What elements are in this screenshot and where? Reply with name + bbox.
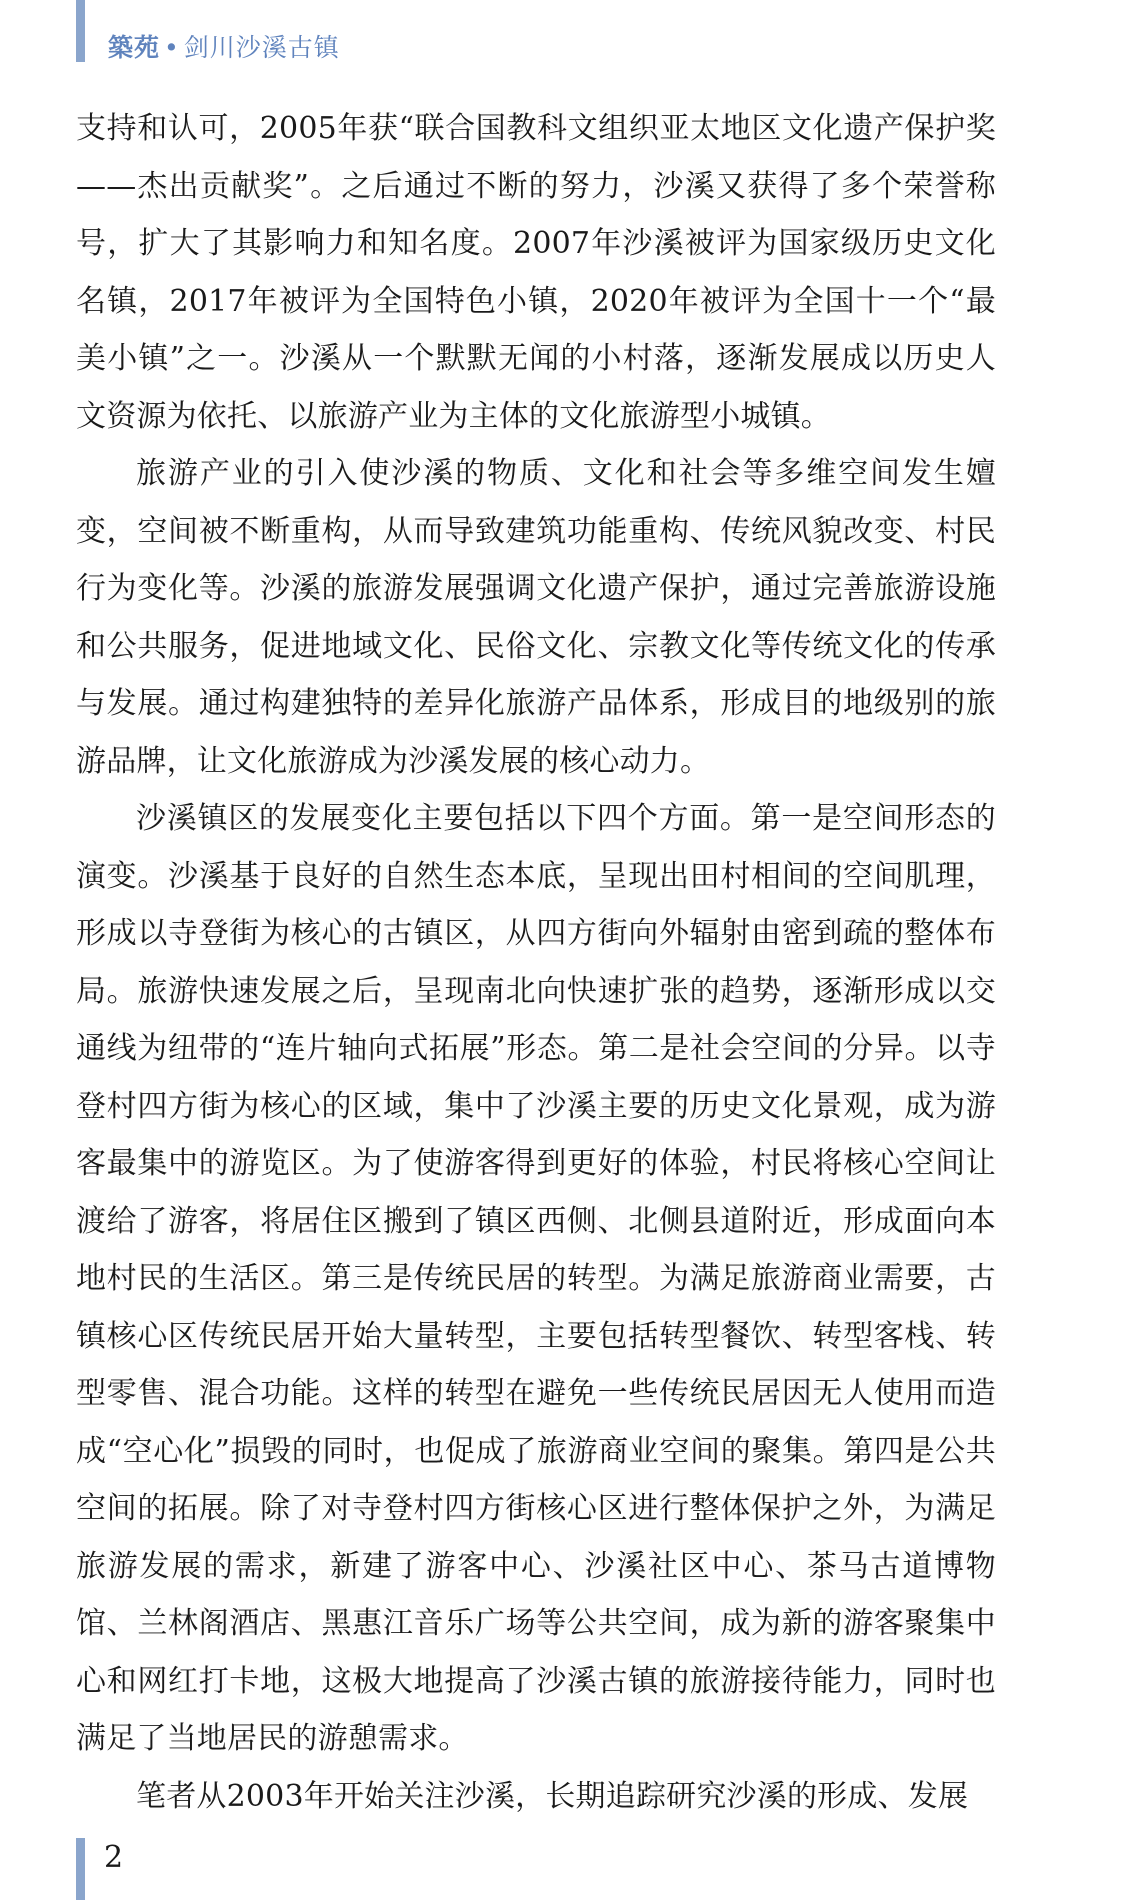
page-number: 2 bbox=[104, 1840, 124, 1875]
paragraph-2: 旅游产业的引入使沙溪的物质、文化和社会等多维空间发生嬗变，空间被不断重构，从而导致建筑功能重构、传统风貌改变、村民行为变化等。沙溪的旅游发展强调文化遗产保护，通过完善旅游设施和公共服务，促进地域文化、民俗文化、宗教文化等传统文化的传承与发展。通过构建独特的差异化旅游产品体系，形成目的地级别的旅游品牌，让文化旅游成为沙溪发展的核心动力。 bbox=[76, 456, 996, 779]
running-header bbox=[108, 28, 340, 64]
paragraph-4: 笔者从2003年开始关注沙溪，长期追踪研究沙溪的形成、发展 bbox=[136, 1778, 969, 1814]
book-subtitle: 剑川沙溪古镇 bbox=[183, 33, 340, 62]
series-brand: 築苑 bbox=[108, 33, 161, 62]
header-separator: • bbox=[164, 33, 180, 62]
body-text bbox=[76, 100, 996, 1825]
paragraph-3: 沙溪镇区的发展变化主要包括以下四个方面。第一是空间形态的演变。沙溪基于良好的自然生态本底，呈现出田村相间的空间肌理，形成以寺登街为核心的古镇区，从四方街向外辐射由密到疏的整体布局。旅游快速发展之后，呈现南北向快速扩张的趋势，逐渐形成以交通线为纽带的“连片轴向式拓展”形态。第二是社会空间的分异。以寺登村四方街为核心的区域，集中了沙溪主要的历史文化景观，成为游客最集中的游览区。为了使游客得到更好的体验，村民将核心空间让渡给了游客，将居住区搬到了镇区西侧、北侧县道附近，形成面向本地村民的生活区。第三是传统民居的转型。为满足旅游商业需要，古镇核心区传统民居开始大量转型，主要包括转型餐饮、转型客栈、转型零售、混合功能。这样的转型在避免一些传统民居因无人使用而造成“空心化”损毁的同时，也促成了旅游商业空间的聚集。第四是公共空间的拓展。除了对寺登村四方街核心区进行整体保护之外，为满足旅游发展的需求，新建了游客中心、沙溪社区中心、茶马古道博物馆、兰林阁酒店、黑惠江音乐广场等公共空间，成为新的游客聚集中心和网红打卡地，这极大地提高了沙溪古镇的旅游接待能力，同时也满足了当地居民的游憩需求。 bbox=[76, 801, 996, 1756]
footer-accent-bar bbox=[76, 1838, 85, 1900]
paragraph-1: 支持和认可，2005年获“联合国教科文组织亚太地区文化遗产保护奖——杰出贡献奖”。之后通过不断的努力，沙溪又获得了多个荣誉称号，扩大了其影响力和知名度。2007年沙溪被评为国家级历史文化名镇，2017年被评为全国特色小镇，2020年被评为全国十一个“最美小镇”之一。沙溪从一个默默无闻的小村落，逐渐发展成以历史人文资源为依托、以旅游产业为主体的文化旅游型小城镇。 bbox=[76, 111, 996, 434]
header-accent-bar bbox=[76, 0, 85, 62]
